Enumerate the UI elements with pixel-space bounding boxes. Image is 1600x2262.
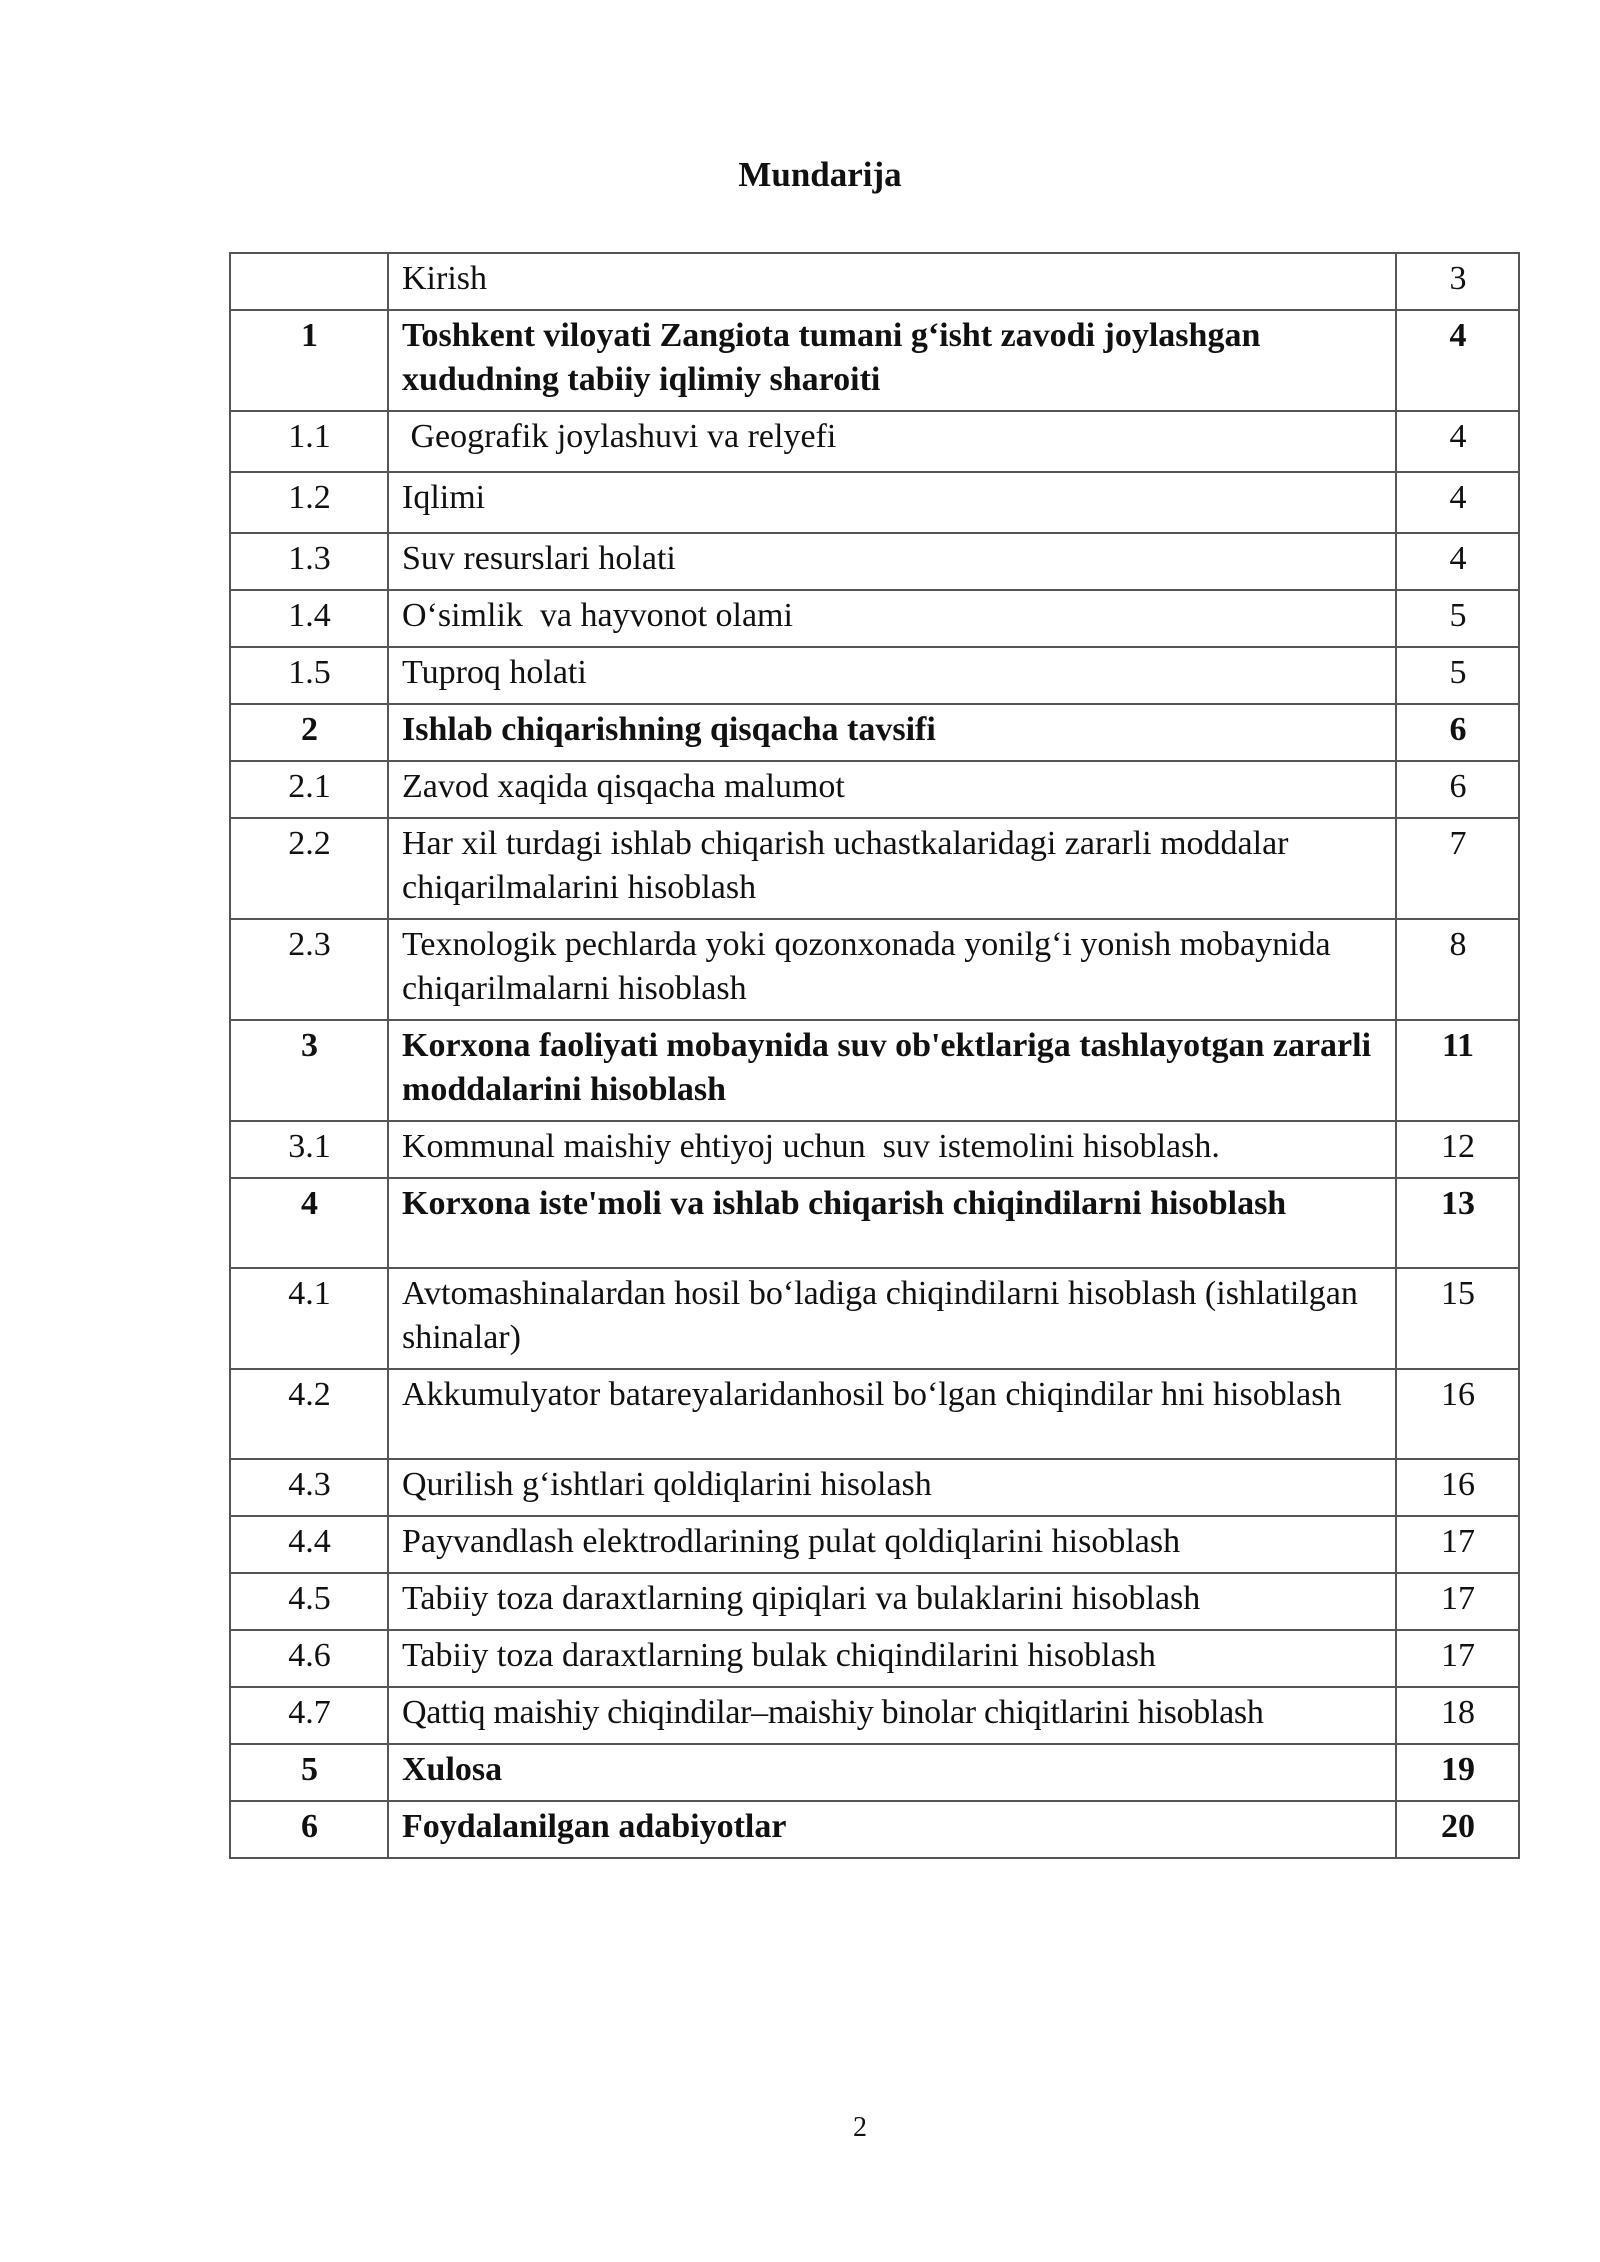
toc-page-number: 5 bbox=[1396, 647, 1519, 704]
toc-section-title: O‘simlik va hayvonot olami bbox=[388, 590, 1396, 647]
toc-section-title: Kommunal maishiy ehtiyoj uchun suv istemolini hisoblash. bbox=[388, 1121, 1396, 1178]
toc-section-number: 4.3 bbox=[230, 1459, 388, 1516]
toc-page-number: 6 bbox=[1396, 704, 1519, 761]
toc-row-4-4 bbox=[230, 1516, 1519, 1573]
page-title: Mundarija bbox=[738, 155, 902, 194]
toc-section-number: 4.1 bbox=[230, 1268, 388, 1369]
toc-row-intro bbox=[230, 253, 1519, 310]
toc-section-number: 1.5 bbox=[230, 647, 388, 704]
toc-section-number: 2.1 bbox=[230, 761, 388, 818]
toc-section-title: Foydalanilgan adabiyotlar bbox=[388, 1801, 1396, 1858]
toc-section-title: Qattiq maishiy chiqindilar–maishiy binolar chiqitlarini hisoblash bbox=[388, 1687, 1396, 1744]
toc-section-title: Tuproq holati bbox=[388, 647, 1396, 704]
toc-row-1-4 bbox=[230, 590, 1519, 647]
toc-section-title: Korxona iste'moli va ishlab chiqarish chiqindilarni hisoblash bbox=[388, 1178, 1396, 1268]
toc-page-number: 6 bbox=[1396, 761, 1519, 818]
toc-row-4-3 bbox=[230, 1459, 1519, 1516]
toc-row-1-3 bbox=[230, 533, 1519, 590]
toc-section-number: 1 bbox=[230, 310, 388, 411]
toc-page-number: 3 bbox=[1396, 253, 1519, 310]
toc-section-title: Xulosa bbox=[388, 1744, 1396, 1801]
toc-section-number: 2.2 bbox=[230, 818, 388, 919]
toc-section-title: Iqlimi bbox=[388, 472, 1396, 533]
toc-row-2-1 bbox=[230, 761, 1519, 818]
toc-section-title: Qurilish g‘ishtlari qoldiqlarini hisolash bbox=[388, 1459, 1396, 1516]
toc-section-title: Ishlab chiqarishning qisqacha tavsifi bbox=[388, 704, 1396, 761]
toc-section-number: 4.4 bbox=[230, 1516, 388, 1573]
toc-page-number: 15 bbox=[1396, 1268, 1519, 1369]
toc-row-1-5 bbox=[230, 647, 1519, 704]
toc-section-title: Kirish bbox=[388, 253, 1396, 310]
toc-page-number: 18 bbox=[1396, 1687, 1519, 1744]
toc-section-title: Texnologik pechlarda yoki qozonxonada yonilg‘i yonish mobaynida chiqarilmalarni hisoblash bbox=[388, 919, 1396, 1020]
toc-row-chapter-2 bbox=[230, 704, 1519, 761]
toc-page-number: 11 bbox=[1396, 1020, 1519, 1121]
toc-row-3-1 bbox=[230, 1121, 1519, 1178]
toc-section-number: 4.6 bbox=[230, 1630, 388, 1687]
toc-section-number: 1.1 bbox=[230, 411, 388, 472]
toc-row-4-7 bbox=[230, 1687, 1519, 1744]
toc-row-chapter-3 bbox=[230, 1020, 1519, 1121]
toc-section-number: 4.5 bbox=[230, 1573, 388, 1630]
toc-section-title: Suv resurslari holati bbox=[388, 533, 1396, 590]
toc-section-title: Tabiiy toza daraxtlarning bulak chiqindilarini hisoblash bbox=[388, 1630, 1396, 1687]
toc-section-number: 4 bbox=[230, 1178, 388, 1268]
toc-page-number: 19 bbox=[1396, 1744, 1519, 1801]
toc-row-2-2 bbox=[230, 818, 1519, 919]
toc-section-title: Avtomashinalardan hosil bo‘ladiga chiqindilarni hisoblash (ishlatilgan shinalar) bbox=[388, 1268, 1396, 1369]
toc-section-title: Akkumulyator batareyalaridanhosil bo‘lgan chiqindilar hni hisoblash bbox=[388, 1369, 1396, 1459]
toc-section-number: 2.3 bbox=[230, 919, 388, 1020]
toc-section-title: Zavod xaqida qisqacha malumot bbox=[388, 761, 1396, 818]
toc-row-4-2 bbox=[230, 1369, 1519, 1459]
table-of-contents bbox=[229, 252, 1520, 1859]
toc-section-number: 4.7 bbox=[230, 1687, 388, 1744]
toc-page-number: 17 bbox=[1396, 1630, 1519, 1687]
toc-page-number: 17 bbox=[1396, 1573, 1519, 1630]
toc-page-number: 5 bbox=[1396, 590, 1519, 647]
toc-page-number: 13 bbox=[1396, 1178, 1519, 1268]
toc-row-4-1 bbox=[230, 1268, 1519, 1369]
toc-page-number: 12 bbox=[1396, 1121, 1519, 1178]
toc-page-number: 20 bbox=[1396, 1801, 1519, 1858]
toc-page-number: 16 bbox=[1396, 1459, 1519, 1516]
toc-row-chapter-4 bbox=[230, 1178, 1519, 1268]
toc-section-title: Payvandlash elektrodlarining pulat qoldiqlarini hisoblash bbox=[388, 1516, 1396, 1573]
page-number: 2 bbox=[853, 2112, 867, 2143]
toc-section-number: 1.4 bbox=[230, 590, 388, 647]
toc-row-4-6 bbox=[230, 1630, 1519, 1687]
toc-section-title: Toshkent viloyati Zangiota tumani g‘isht zavodi joylashgan xududning tabiiy iqlimiy sharoiti bbox=[388, 310, 1396, 411]
toc-section-title: Korxona faoliyati mobaynida suv ob'ektlariga tashlayotgan zararli moddalarini hisoblash bbox=[388, 1020, 1396, 1121]
toc-row-conclusion bbox=[230, 1744, 1519, 1801]
toc-row-1-1 bbox=[230, 411, 1519, 472]
toc-page-number: 4 bbox=[1396, 472, 1519, 533]
toc-section-number: 1.3 bbox=[230, 533, 388, 590]
toc-section-number: 1.2 bbox=[230, 472, 388, 533]
toc-row-4-5 bbox=[230, 1573, 1519, 1630]
toc-row-chapter-1 bbox=[230, 310, 1519, 411]
toc-page-number: 4 bbox=[1396, 411, 1519, 472]
toc-section-number: 2 bbox=[230, 704, 388, 761]
toc-row-references bbox=[230, 1801, 1519, 1858]
toc-section-number bbox=[230, 253, 388, 310]
toc-section-number: 6 bbox=[230, 1801, 388, 1858]
toc-page-number: 8 bbox=[1396, 919, 1519, 1020]
toc-section-number: 5 bbox=[230, 1744, 388, 1801]
toc-row-1-2 bbox=[230, 472, 1519, 533]
toc-page-number: 4 bbox=[1396, 533, 1519, 590]
toc-section-number: 3 bbox=[230, 1020, 388, 1121]
toc-page-number: 4 bbox=[1396, 310, 1519, 411]
toc-section-title: Har xil turdagi ishlab chiqarish uchastkalaridagi zararli moddalar chiqarilmalarini hisoblash bbox=[388, 818, 1396, 919]
toc-section-title: Geografik joylashuvi va relyefi bbox=[388, 411, 1396, 472]
toc-page-number: 16 bbox=[1396, 1369, 1519, 1459]
toc-section-number: 3.1 bbox=[230, 1121, 388, 1178]
toc-section-number: 4.2 bbox=[230, 1369, 388, 1459]
toc-page-number: 17 bbox=[1396, 1516, 1519, 1573]
toc-page-number: 7 bbox=[1396, 818, 1519, 919]
toc-row-2-3 bbox=[230, 919, 1519, 1020]
toc-section-title: Tabiiy toza daraxtlarning qipiqlari va bulaklarini hisoblash bbox=[388, 1573, 1396, 1630]
